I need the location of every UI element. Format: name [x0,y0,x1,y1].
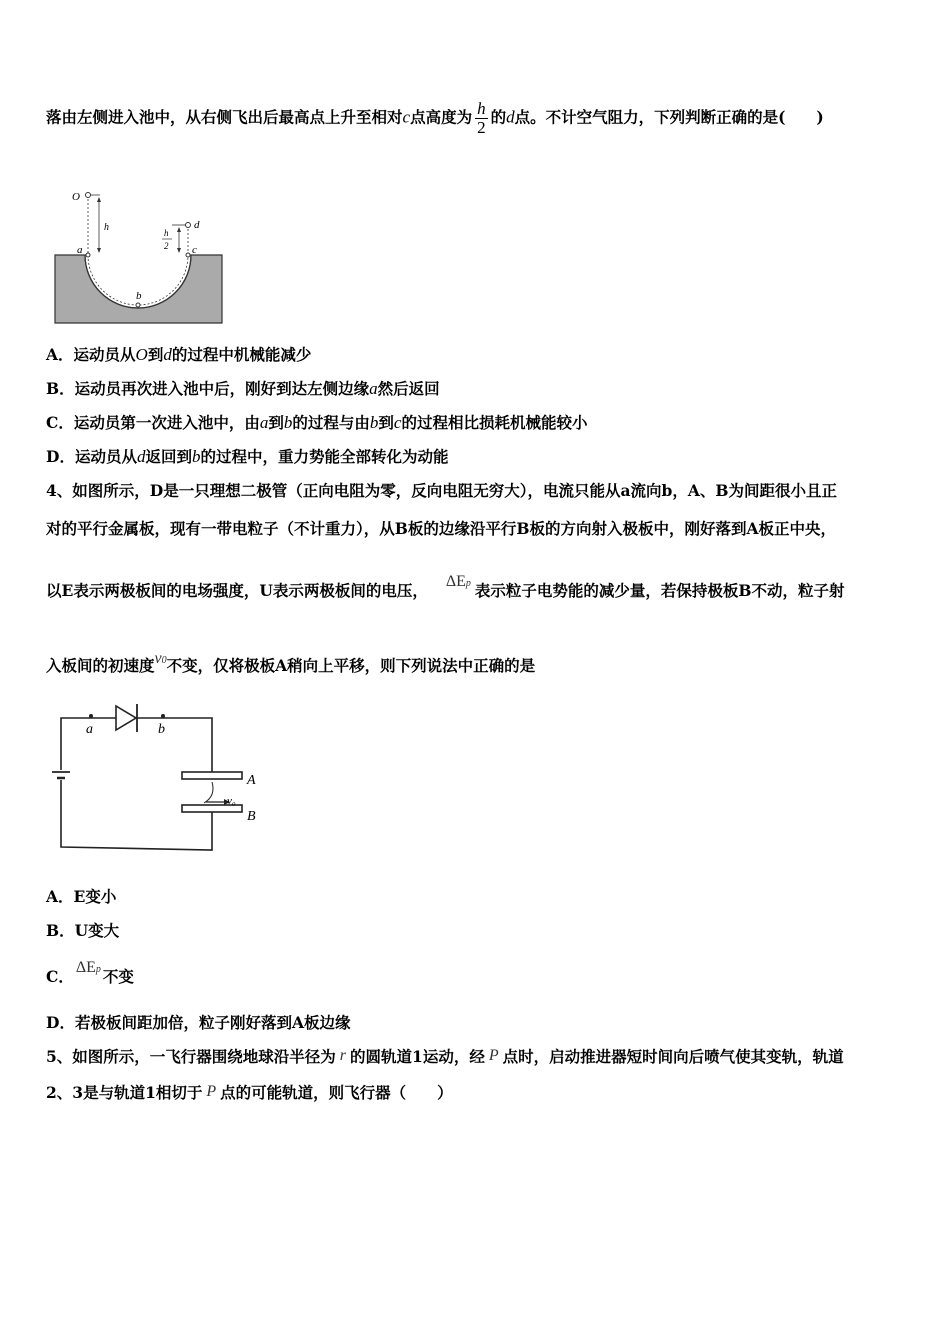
circuit-label-A: A [247,773,256,788]
q4-line-4: 入板间的初速度v0不变，仅将极板A稍向上平移，则下列说法中正确的是 [46,650,536,675]
q3-intro-text-3: 的 [490,107,507,127]
label-O: O [72,191,80,203]
q3-option-b: B．运动员再次进入池中后，刚好到达左侧边缘a然后返回 [46,379,440,398]
q5-line-1: 5、如图所示，一飞行器围绕地球沿半径为 r 的圆轨道1运动，经 P 点时，启动推进器短时间向后喷气使其变轨，轨道 [46,1047,844,1066]
v0-symbol: v0 [154,650,167,667]
var-r: r [339,1047,347,1064]
q3-option-a: A．运动员从O到d的过程中机械能减少 [46,345,312,364]
var-P-2: P [206,1083,217,1100]
circuit-label-b: b [158,722,165,737]
circuit-figure [44,700,264,855]
q3-intro [46,100,824,137]
delta-ep-symbol: ΔEp [445,573,471,590]
circuit-label-a: a [86,722,93,737]
label-d: d [194,219,200,231]
var-c: c [402,107,411,127]
h-over-2-fraction: $\frac{h}{2}$ [477,99,486,137]
circuit-label-v0: v₀ [227,795,236,807]
q3-option-c: C．运动员第一次进入池中，由a到b的过程与由b到c的过程相比损耗机械能较小 [46,413,588,432]
label-h: h [104,222,109,233]
diode-icon [116,706,136,730]
delta-ep-symbol-option: ΔEp [75,959,101,976]
var-P: P [488,1047,499,1064]
label-half-h-den: 2 [164,241,169,251]
q4-line-2: 对的平行金属板，现有一带电粒子（不计重力），从B板的边缘沿平行B板的方向射入极板中，刚好落到A板正中央， [46,519,836,538]
halfpipe-figure [50,185,230,330]
q4-line-1: 4、如图所示，D是一只理想二极管（正向电阻为零，反向电阻无穷大），电流只能从a流向b，A、B为间距很小且正 [46,481,837,500]
q3-intro-text-1: 落由左侧进入池中，从右侧飞出后最高点上升至相对 [46,107,403,127]
label-a: a [77,244,83,256]
q3-intro-text-4: 点。不计空气阻力，下列判断正确的是( ) [514,107,824,127]
q5-line-2: 2、3是与轨道1相切于 P 点的可能轨道，则飞行器（ ） [46,1083,453,1102]
label-c: c [192,244,197,256]
circuit-label-B: B [247,809,256,824]
q4-line-3: 以E表示两极板间的电场强度，U表示两极板间的电压， ΔEp 表示粒子电势能的减少量，若保持极板B不动，粒子射 [46,573,845,600]
q3-option-d: D．运动员从d返回到b的过程中，重力势能全部转化为动能 [46,447,449,466]
q3-intro-text-2: 点高度为 [410,107,473,127]
label-b: b [136,290,142,302]
label-half-h-num: h [164,228,169,238]
q4-option-b: B．U变大 [46,921,120,940]
q4-option-a: A．E变小 [46,887,117,906]
q4-option-d: D．若极板间距加倍，粒子刚好落到A板边缘 [46,1013,351,1032]
var-d: d [506,107,515,127]
q4-option-c: C． ΔEp 不变 [46,959,134,986]
plate-A [182,772,242,779]
